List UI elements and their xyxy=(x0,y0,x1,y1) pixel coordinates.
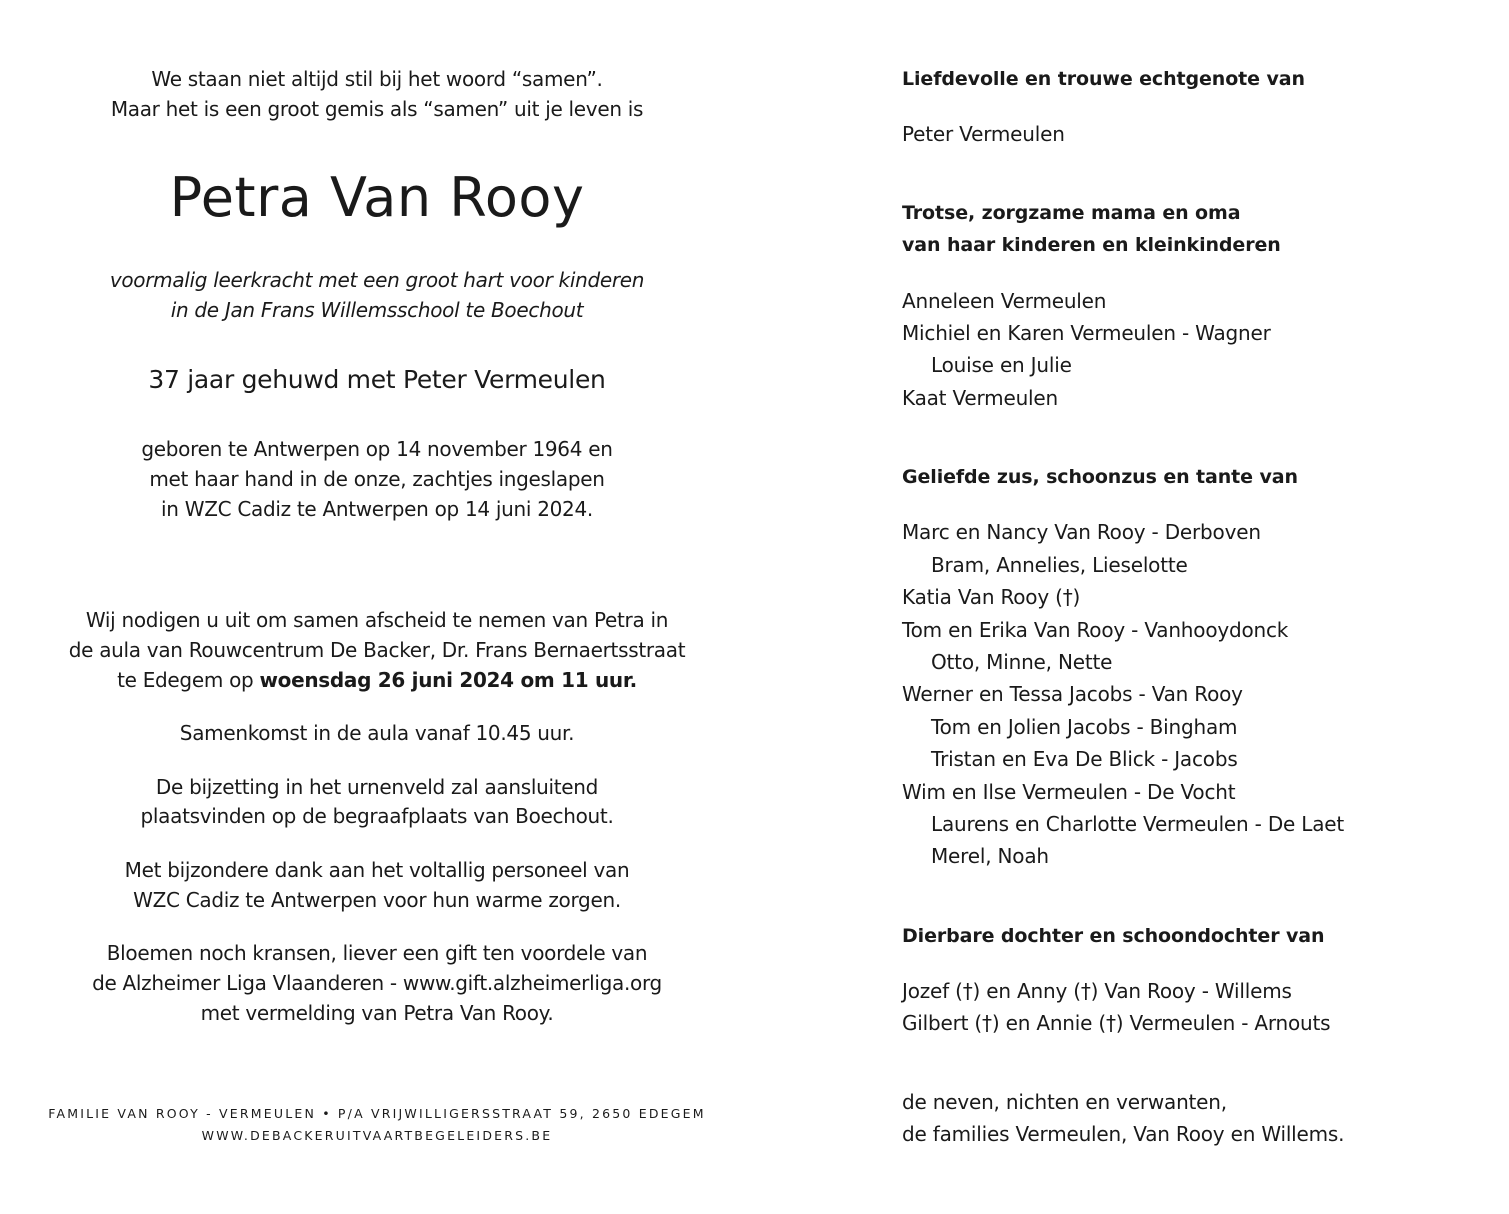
nephew-entry: Tom en Jolien Jacobs - Bingham xyxy=(931,715,1238,739)
nephew-entry: Tristan en Eva De Blick - Jacobs xyxy=(931,747,1238,771)
siblings-heading: Geliefde zus, schoonzus en tante van xyxy=(902,466,1298,488)
burial-line-1: De bijzetting in het urnenveld zal aansluitend xyxy=(155,775,599,799)
description-line-1: voormalig leerkracht met een groot hart voor kinderen xyxy=(109,268,645,292)
deceased-name: Petra Van Rooy xyxy=(169,166,585,229)
quote-line-1: We staan niet altijd stil bij het woord “samen”. xyxy=(151,67,603,91)
birth-line-2: met haar hand in de onze, zachtjes ingeslapen xyxy=(149,467,605,491)
sibling-entry: Tom en Erika Van Rooy - Vanhooydonck xyxy=(902,618,1289,642)
sibling-entry: Wim en Ilse Vermeulen - De Vocht xyxy=(902,780,1236,804)
child-entry: Anneleen Vermeulen xyxy=(902,289,1107,313)
footer-address: FAMILIE VAN ROOY - VERMEULEN • P/A VRIJWILLIGERSSTRAAT 59, 2650 EDEGEM xyxy=(48,1106,706,1121)
nephew-entry: Laurens en Charlotte Vermeulen - De Laet xyxy=(931,812,1345,836)
child-entry: Michiel en Karen Vermeulen - Wagner xyxy=(902,321,1271,345)
closing-line-1: de neven, nichten en verwanten, xyxy=(902,1090,1227,1114)
flowers-line-2: de Alzheimer Liga Vlaanderen - www.gift.alzheimerliga.org xyxy=(92,971,662,995)
ceremony-datetime: woensdag 26 juni 2024 om 11 uur. xyxy=(259,668,637,692)
child-entry: Kaat Vermeulen xyxy=(902,386,1058,410)
burial-line-2: plaatsvinden op de begraafplaats van Boechout. xyxy=(140,804,614,828)
children-heading-line-1: Trotse, zorgzame mama en oma xyxy=(902,202,1241,224)
invite-line-3 xyxy=(28,665,726,695)
grandchild-entry: Louise en Julie xyxy=(931,353,1072,377)
parents-heading: Dierbare dochter en schoondochter van xyxy=(902,925,1325,947)
flowers-line-3: met vermelding van Petra Van Rooy. xyxy=(200,1001,554,1025)
invite-line-1: Wij nodigen u uit om samen afscheid te nemen van Petra in xyxy=(85,608,669,632)
birth-line-3: in WZC Cadiz te Antwerpen op 14 juni 2024. xyxy=(161,497,593,521)
spouse-heading: Liefdevolle en trouwe echtgenote van xyxy=(902,68,1305,90)
invite-line-2: de aula van Rouwcentrum De Backer, Dr. Frans Bernaertsstraat xyxy=(68,638,686,662)
description-line-2: in de Jan Frans Willemsschool te Boechout xyxy=(170,298,584,322)
invite-prefix: te Edegem op xyxy=(117,668,260,692)
parents-entry: Jozef (†) en Anny (†) Van Rooy - Willems xyxy=(902,979,1292,1003)
thanks-line-1: Met bijzondere dank aan het voltallig personeel van xyxy=(124,858,630,882)
flowers-line-1: Bloemen noch kransen, liever een gift ten voordele van xyxy=(106,941,648,965)
birth-line-1: geboren te Antwerpen op 14 november 1964 en xyxy=(141,437,613,461)
sibling-entry: Marc en Nancy Van Rooy - Derboven xyxy=(902,520,1261,544)
sibling-entry: Werner en Tessa Jacobs - Van Rooy xyxy=(902,682,1243,706)
spouse-name: Peter Vermeulen xyxy=(902,122,1065,146)
sibling-entry: Katia Van Rooy (†) xyxy=(902,585,1081,609)
gathering-line: Samenkomst in de aula vanaf 10.45 uur. xyxy=(179,721,575,745)
married-line: 37 jaar gehuwd met Peter Vermeulen xyxy=(148,365,606,394)
footer-website: WWW.DEBACKERUITVAARTBEGELEIDERS.BE xyxy=(201,1128,553,1143)
closing-line-2: de families Vermeulen, Van Rooy en Willems. xyxy=(902,1122,1345,1146)
thanks-line-2: WZC Cadiz te Antwerpen voor hun warme zorgen. xyxy=(133,888,621,912)
nephew-entry: Otto, Minne, Nette xyxy=(931,650,1113,674)
nephew-entry: Merel, Noah xyxy=(931,844,1049,868)
parents-entry: Gilbert (†) en Annie (†) Vermeulen - Arnouts xyxy=(902,1011,1331,1035)
nephew-entry: Bram, Annelies, Lieselotte xyxy=(931,553,1188,577)
quote-line-2: Maar het is een groot gemis als “samen” uit je leven is xyxy=(110,97,644,121)
children-heading-line-2: van haar kinderen en kleinkinderen xyxy=(902,234,1281,256)
